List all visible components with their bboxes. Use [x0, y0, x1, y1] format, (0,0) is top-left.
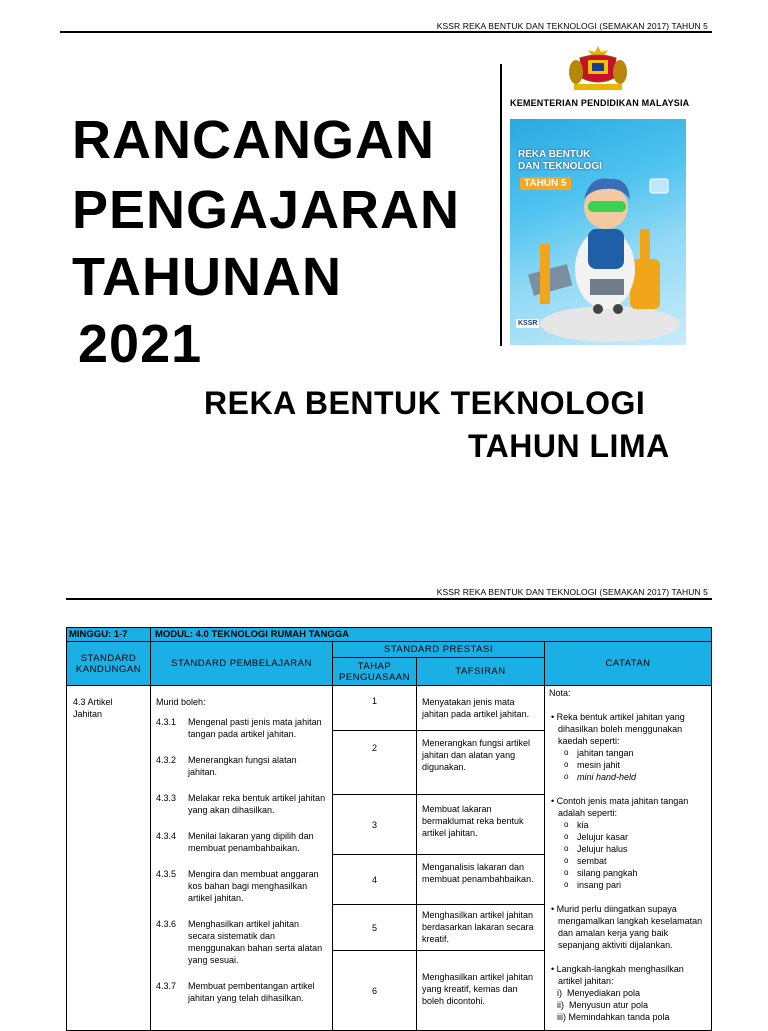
sp-item	[156, 980, 327, 1004]
tafsiran-text: Menganalisis lakaran dan membuat penambahbaikan.	[422, 862, 534, 884]
list-item: o Jelujur halus	[577, 843, 707, 855]
robot-kid-illustration	[510, 119, 686, 345]
header-standard-kandungan: STANDARD KANDUNGAN	[67, 642, 151, 686]
tafsiran-cell	[417, 905, 545, 951]
cover-kssr-badge: KSSR	[518, 320, 538, 327]
tp-number: 5	[371, 922, 377, 933]
catatan-nota: Nota:	[549, 688, 571, 698]
sp-item	[156, 830, 327, 854]
sp-item-number: 4.3.3	[156, 793, 177, 803]
minggu-label: MINGGU: 1-7	[69, 629, 128, 640]
header-standard-prestasi: STANDARD PRESTASI	[333, 642, 545, 658]
header-tafsiran: TAFSIRAN	[417, 658, 545, 686]
catatan-bullet-2: • Contoh jenis mata jahitan tangan adalah seperti:	[551, 796, 689, 818]
sp-item-text: Melakar reka bentuk artikel jahitan yang akan dihasilkan.	[188, 793, 326, 815]
title-year: 2021	[78, 314, 203, 374]
tafsiran-text: Menghasilkan artikel jahitan yang kreatif, kemas dan boleh dicontohi.	[422, 972, 534, 1006]
page-header: KSSR REKA BENTUK DAN TEKNOLOGI (SEMAKAN 2017) TAHUN 5	[436, 21, 708, 31]
malaysia-crest-logo	[566, 44, 630, 94]
subtitle-line-2: TAHUN LIMA	[468, 428, 670, 464]
header-rule	[60, 31, 712, 33]
tp-number: 4	[371, 874, 377, 885]
sp-item	[156, 716, 327, 740]
list-item: o silang pangkah	[577, 867, 707, 879]
list-item: o mini hand-held	[577, 771, 707, 783]
sp-intro: Murid boleh:	[156, 697, 206, 707]
tafsiran-text: Membuat lakaran bermaklumat reka bentuk artikel jahitan.	[422, 804, 524, 838]
tp-number: 6	[371, 985, 377, 996]
standard-kandungan-cell	[67, 686, 151, 1031]
sp-item-number: 4.3.7	[156, 981, 177, 991]
list-item: o insang pari	[577, 879, 707, 891]
list-item: o Jelujur kasar	[577, 831, 707, 843]
header-catatan: CATATAN	[545, 642, 712, 686]
tafsiran-cell	[417, 951, 545, 1031]
lesson-plan-table	[66, 627, 712, 1031]
title-line-2: PENGAJARAN	[72, 180, 461, 240]
textbook-cover-image	[510, 119, 686, 345]
list-item: o jahitan tangan	[577, 747, 707, 759]
tp-cell	[333, 905, 417, 951]
list-item: o kia	[577, 819, 707, 831]
divider-line	[500, 64, 502, 346]
catatan-step: ii) Menyusun atur pola	[557, 1000, 649, 1010]
minggu-cell	[67, 628, 151, 642]
sp-item-number: 4.3.5	[156, 869, 177, 879]
catatan-step: iii) Memindahkan tanda pola	[557, 1012, 670, 1022]
sp-item	[156, 868, 327, 904]
standard-pembelajaran-cell	[151, 686, 333, 1031]
tp-cell	[333, 855, 417, 905]
cover-right-rule	[690, 64, 691, 346]
sp-item-text: Mengenal pasti jenis mata jahitan tangan pada artikel jahitan.	[188, 717, 322, 739]
sp-item-number: 4.3.1	[156, 717, 177, 727]
cover-title-2: DAN TEKNOLOGI	[518, 161, 602, 172]
ministry-label: KEMENTERIAN PENDIDIKAN MALAYSIA	[510, 98, 690, 108]
tp-cell	[333, 951, 417, 1031]
sk-text: 4.3 Artikel Jahitan	[73, 697, 113, 719]
tafsiran-cell	[417, 795, 545, 855]
header-rule-2	[66, 598, 712, 600]
list-item: o mesin jahit	[577, 759, 707, 771]
sp-item-text: Mengira dan membuat anggaran kos bahan bagi menghasilkan artikel jahitan.	[188, 869, 319, 903]
sp-item	[156, 754, 327, 778]
cover-title-1: REKA BENTUK	[518, 149, 591, 160]
catatan-bullet-1-text: Reka bentuk artikel jahitan yang dihasilkan boleh menggunakan kaedah seperti:	[556, 712, 685, 746]
sp-item-number: 4.3.4	[156, 831, 177, 841]
sp-item-text: Menilai lakaran yang dipilih dan membuat penambahbaikan.	[188, 831, 314, 853]
tp-number: 1	[371, 696, 377, 706]
tafsiran-text: Menyatakan jenis mata jahitan pada artikel jahitan.	[422, 697, 530, 719]
sp-item	[156, 918, 327, 966]
sp-item-text: Membuat pembentangan artikel jahitan yang telah dihasilkan.	[188, 981, 315, 1003]
catatan-bullet-4: • Langkah-langkah menghasilkan artikel jahitan:	[551, 964, 684, 986]
header-standard-pembelajaran: STANDARD PEMBELAJARAN	[151, 642, 333, 686]
tp-cell	[333, 795, 417, 855]
list-item: o sembat	[577, 855, 707, 867]
sp-item-number: 4.3.2	[156, 755, 177, 765]
title-line-1: RANCANGAN	[72, 110, 435, 170]
tp-number: 3	[371, 819, 377, 830]
catatan-list-2	[549, 819, 707, 891]
tp-cell	[333, 731, 417, 795]
tp-cell	[333, 686, 417, 731]
cover-tahun-badge: TAHUN 5	[520, 177, 571, 190]
sp-item	[156, 792, 327, 816]
catatan-bullet-3-text: Murid perlu diingatkan supaya mengamalkan langkah keselamatan dan amalan kerja yang baik sepanjang aktiviti dijalankan.	[556, 904, 703, 950]
tafsiran-text: Menghasilkan artikel jahitan berdasarkan lakaran secara kreatif.	[422, 910, 534, 944]
catatan-bullet-2-text: Contoh jenis mata jahitan tangan adalah seperti:	[556, 796, 689, 818]
sp-item-text: Menghasilkan artikel jahitan secara sistematik dan menggunakan bahan serta alatan yang sesuai.	[188, 919, 323, 965]
catatan-bullet-1: • Reka bentuk artikel jahitan yang dihasilkan boleh menggunakan kaedah seperti:	[551, 712, 685, 746]
subtitle-line-1: REKA BENTUK TEKNOLOGI	[204, 385, 646, 421]
sp-item-text: Menerangkan fungsi alatan jahitan.	[188, 755, 297, 777]
catatan-step: i) Menyediakan pola	[557, 988, 641, 998]
catatan-list-1	[549, 747, 707, 783]
tp-number: 2	[371, 743, 377, 753]
catatan-cell	[545, 686, 712, 1031]
title-line-3: TAHUNAN	[72, 247, 342, 307]
modul-label: MODUL: 4.0 TEKNOLOGI RUMAH TANGGA	[155, 629, 350, 640]
page-header-2: KSSR REKA BENTUK DAN TEKNOLOGI (SEMAKAN 2017) TAHUN 5	[436, 587, 708, 597]
header-tahap-penguasaan: TAHAP PENGUASAAN	[333, 658, 417, 686]
sp-item-number: 4.3.6	[156, 919, 177, 929]
tafsiran-text: Menerangkan fungsi artikel jahitan dan alatan yang digunakan.	[422, 738, 531, 772]
catatan-bullet-4-text: Langkah-langkah menghasilkan artikel jahitan:	[556, 964, 684, 986]
modul-cell	[151, 628, 712, 642]
tafsiran-cell	[417, 855, 545, 905]
tafsiran-cell	[417, 731, 545, 795]
tafsiran-cell	[417, 686, 545, 731]
catatan-bullet-3: • Murid perlu diingatkan supaya mengamalkan langkah keselamatan dan amalan kerja yang baik sepanjang aktiviti dijalankan.	[551, 904, 703, 950]
